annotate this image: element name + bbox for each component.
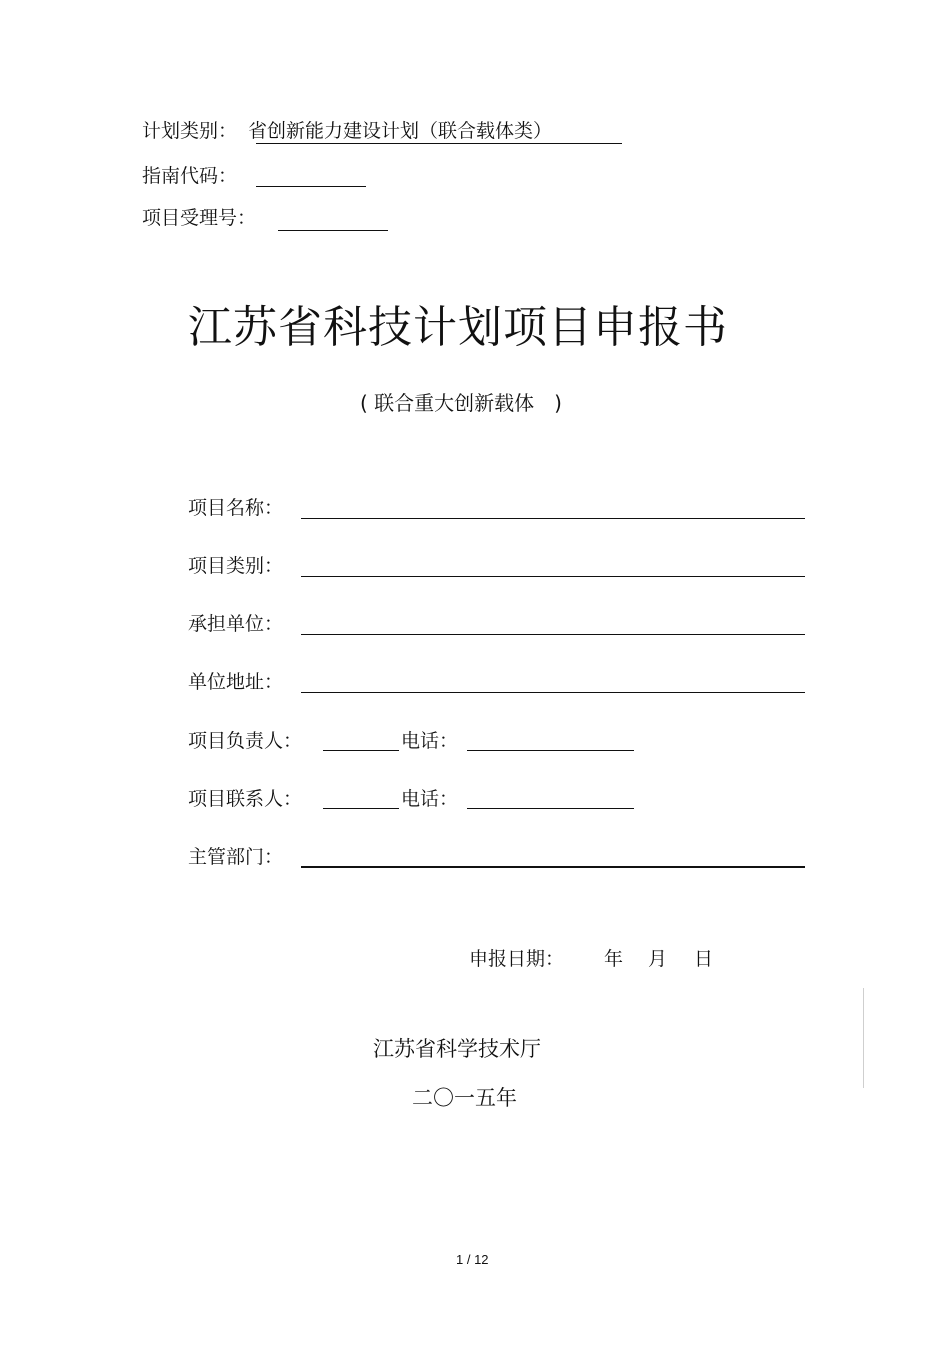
unit-address-label: 单位地址：: [188, 671, 284, 693]
undertaking-unit-label: 承担单位：: [188, 613, 284, 635]
guide-code-label: 指南代码：: [142, 165, 238, 187]
submission-date-label: 申报日期：: [469, 948, 565, 970]
page-number: 1 / 12: [456, 1252, 489, 1267]
project-name-label: 项目名称：: [188, 497, 284, 519]
acceptance-no-field[interactable]: [278, 230, 388, 231]
supervising-dept-label: 主管部门：: [188, 846, 284, 868]
document-subtitle: ( 联合重大创新载体 ): [360, 391, 562, 415]
leader-phone-field[interactable]: [467, 750, 634, 751]
document-title: 江苏省科技计划项目申报书: [188, 302, 728, 353]
guide-code-field[interactable]: [256, 186, 366, 187]
leader-phone-label: 电话：: [401, 730, 459, 752]
plan-type-value: 省创新能力建设计划（联合载体类）: [248, 120, 553, 142]
contact-phone-field[interactable]: [467, 808, 634, 809]
unit-address-field[interactable]: [301, 692, 805, 693]
issue-year: 二〇一五年: [412, 1086, 517, 1110]
date-day-label: 日: [694, 948, 714, 970]
project-contact-field[interactable]: [323, 808, 399, 809]
undertaking-unit-field[interactable]: [301, 634, 805, 635]
project-contact-label: 项目联系人：: [188, 788, 303, 810]
contact-phone-label: 电话：: [401, 788, 459, 810]
project-leader-label: 项目负责人：: [188, 730, 303, 752]
date-year-label: 年: [604, 948, 624, 970]
project-category-label: 项目类别：: [188, 555, 284, 577]
margin-rule: [863, 988, 864, 1088]
project-name-field[interactable]: [301, 518, 805, 519]
project-leader-field[interactable]: [323, 750, 399, 751]
supervising-dept-field[interactable]: [301, 866, 805, 868]
plan-type-underline: [256, 143, 622, 144]
issuing-organization: 江苏省科学技术厅: [373, 1037, 541, 1061]
plan-type-label: 计划类别：: [142, 120, 238, 142]
date-month-label: 月: [648, 948, 668, 970]
project-category-field[interactable]: [301, 576, 805, 577]
acceptance-no-label: 项目受理号：: [142, 207, 257, 229]
